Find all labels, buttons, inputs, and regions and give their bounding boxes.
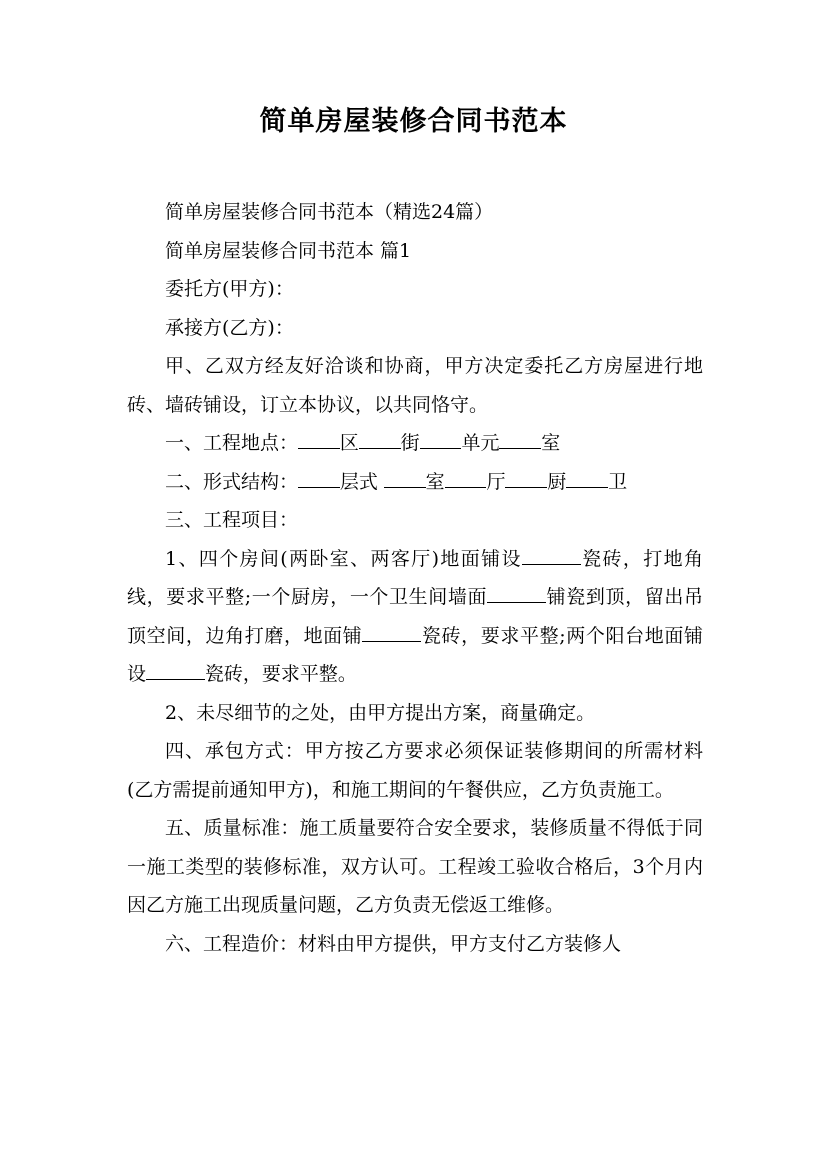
text-segment: 瓷砖，要求平整;两个阳台地面铺设 xyxy=(127,624,703,685)
fill-blank xyxy=(505,466,547,488)
text-segment: 卫 xyxy=(608,470,628,493)
paragraph-item-1 xyxy=(127,540,703,694)
document-title: 简单房屋装修合同书范本 xyxy=(259,106,568,137)
fill-blank xyxy=(487,581,546,603)
text-segment: 一、工程地点： xyxy=(165,432,299,454)
fill-blank xyxy=(420,427,462,449)
fill-blank xyxy=(362,620,421,642)
text-segment: 街 xyxy=(400,432,420,454)
paragraph-intro: 甲、乙双方经友好洽谈和协商，甲方决定委托乙方房屋进行地砖、墙砖铺设，订立本协议，以共同恪守。 xyxy=(127,355,703,416)
paragraph-structure xyxy=(127,463,703,502)
text-segment: 层式 xyxy=(339,470,384,493)
fill-blank xyxy=(499,427,541,449)
paragraph-project-items: 三、工程项目： xyxy=(165,509,299,531)
text-segment: 铺瓷到顶，留出吊顶空间，边角打磨，地面铺 xyxy=(127,586,703,647)
text-segment: 厅 xyxy=(486,470,506,493)
text-segment: 室 xyxy=(541,432,561,454)
paragraph-section-heading: 简单房屋装修合同书范本 篇1 xyxy=(165,239,412,262)
paragraph-party-a: 委托方(甲方)： xyxy=(165,278,294,300)
fill-blank xyxy=(146,658,205,680)
text-segment: 厨 xyxy=(547,470,567,493)
paragraph-party-b: 承接方(乙方)： xyxy=(165,316,294,339)
paragraph-project-location xyxy=(127,424,703,463)
fill-blank xyxy=(522,543,581,565)
fill-blank xyxy=(566,466,608,488)
fill-blank xyxy=(298,427,340,449)
document-body xyxy=(127,193,703,963)
fill-blank xyxy=(359,427,401,449)
text-segment: 室 xyxy=(425,470,445,493)
paragraph-quality-standard: 五、质量标准：施工质量要符合安全要求，装修质量不得低于同一施工类型的装修标准，双方认可。工程竣工验收合格后，3个月内因乙方施工出现质量问题，乙方负责无偿返工维修。 xyxy=(127,817,703,916)
fill-blank xyxy=(445,466,487,488)
paragraph-subtitle: 简单房屋装修合同书范本（精选24篇） xyxy=(165,201,494,223)
text-segment: 瓷砖，打地角线，要求平整;一个厨房，一个卫生间墙面 xyxy=(127,547,703,608)
text-segment: 二、形式结构： xyxy=(165,470,299,493)
fill-blank xyxy=(298,466,340,488)
text-segment: 1、四个房间(两卧室、两客厅)地面铺设 xyxy=(165,547,522,570)
fill-blank xyxy=(384,466,426,488)
paragraph-item-2: 2、未尽细节的之处，由甲方提出方案，商量确定。 xyxy=(165,701,596,724)
paragraph-project-cost: 六、工程造价：材料由甲方提供，甲方支付乙方装修人 xyxy=(165,932,622,955)
text-segment: 瓷砖，要求平整。 xyxy=(204,663,357,685)
paragraph-contract-method: 四、承包方式：甲方按乙方要求必须保证装修期间的所需材料(乙方需提前通知甲方)，和施工期间的午餐供应，乙方负责施工。 xyxy=(127,740,703,801)
text-segment: 单元 xyxy=(461,432,500,454)
text-segment: 区 xyxy=(339,432,359,454)
